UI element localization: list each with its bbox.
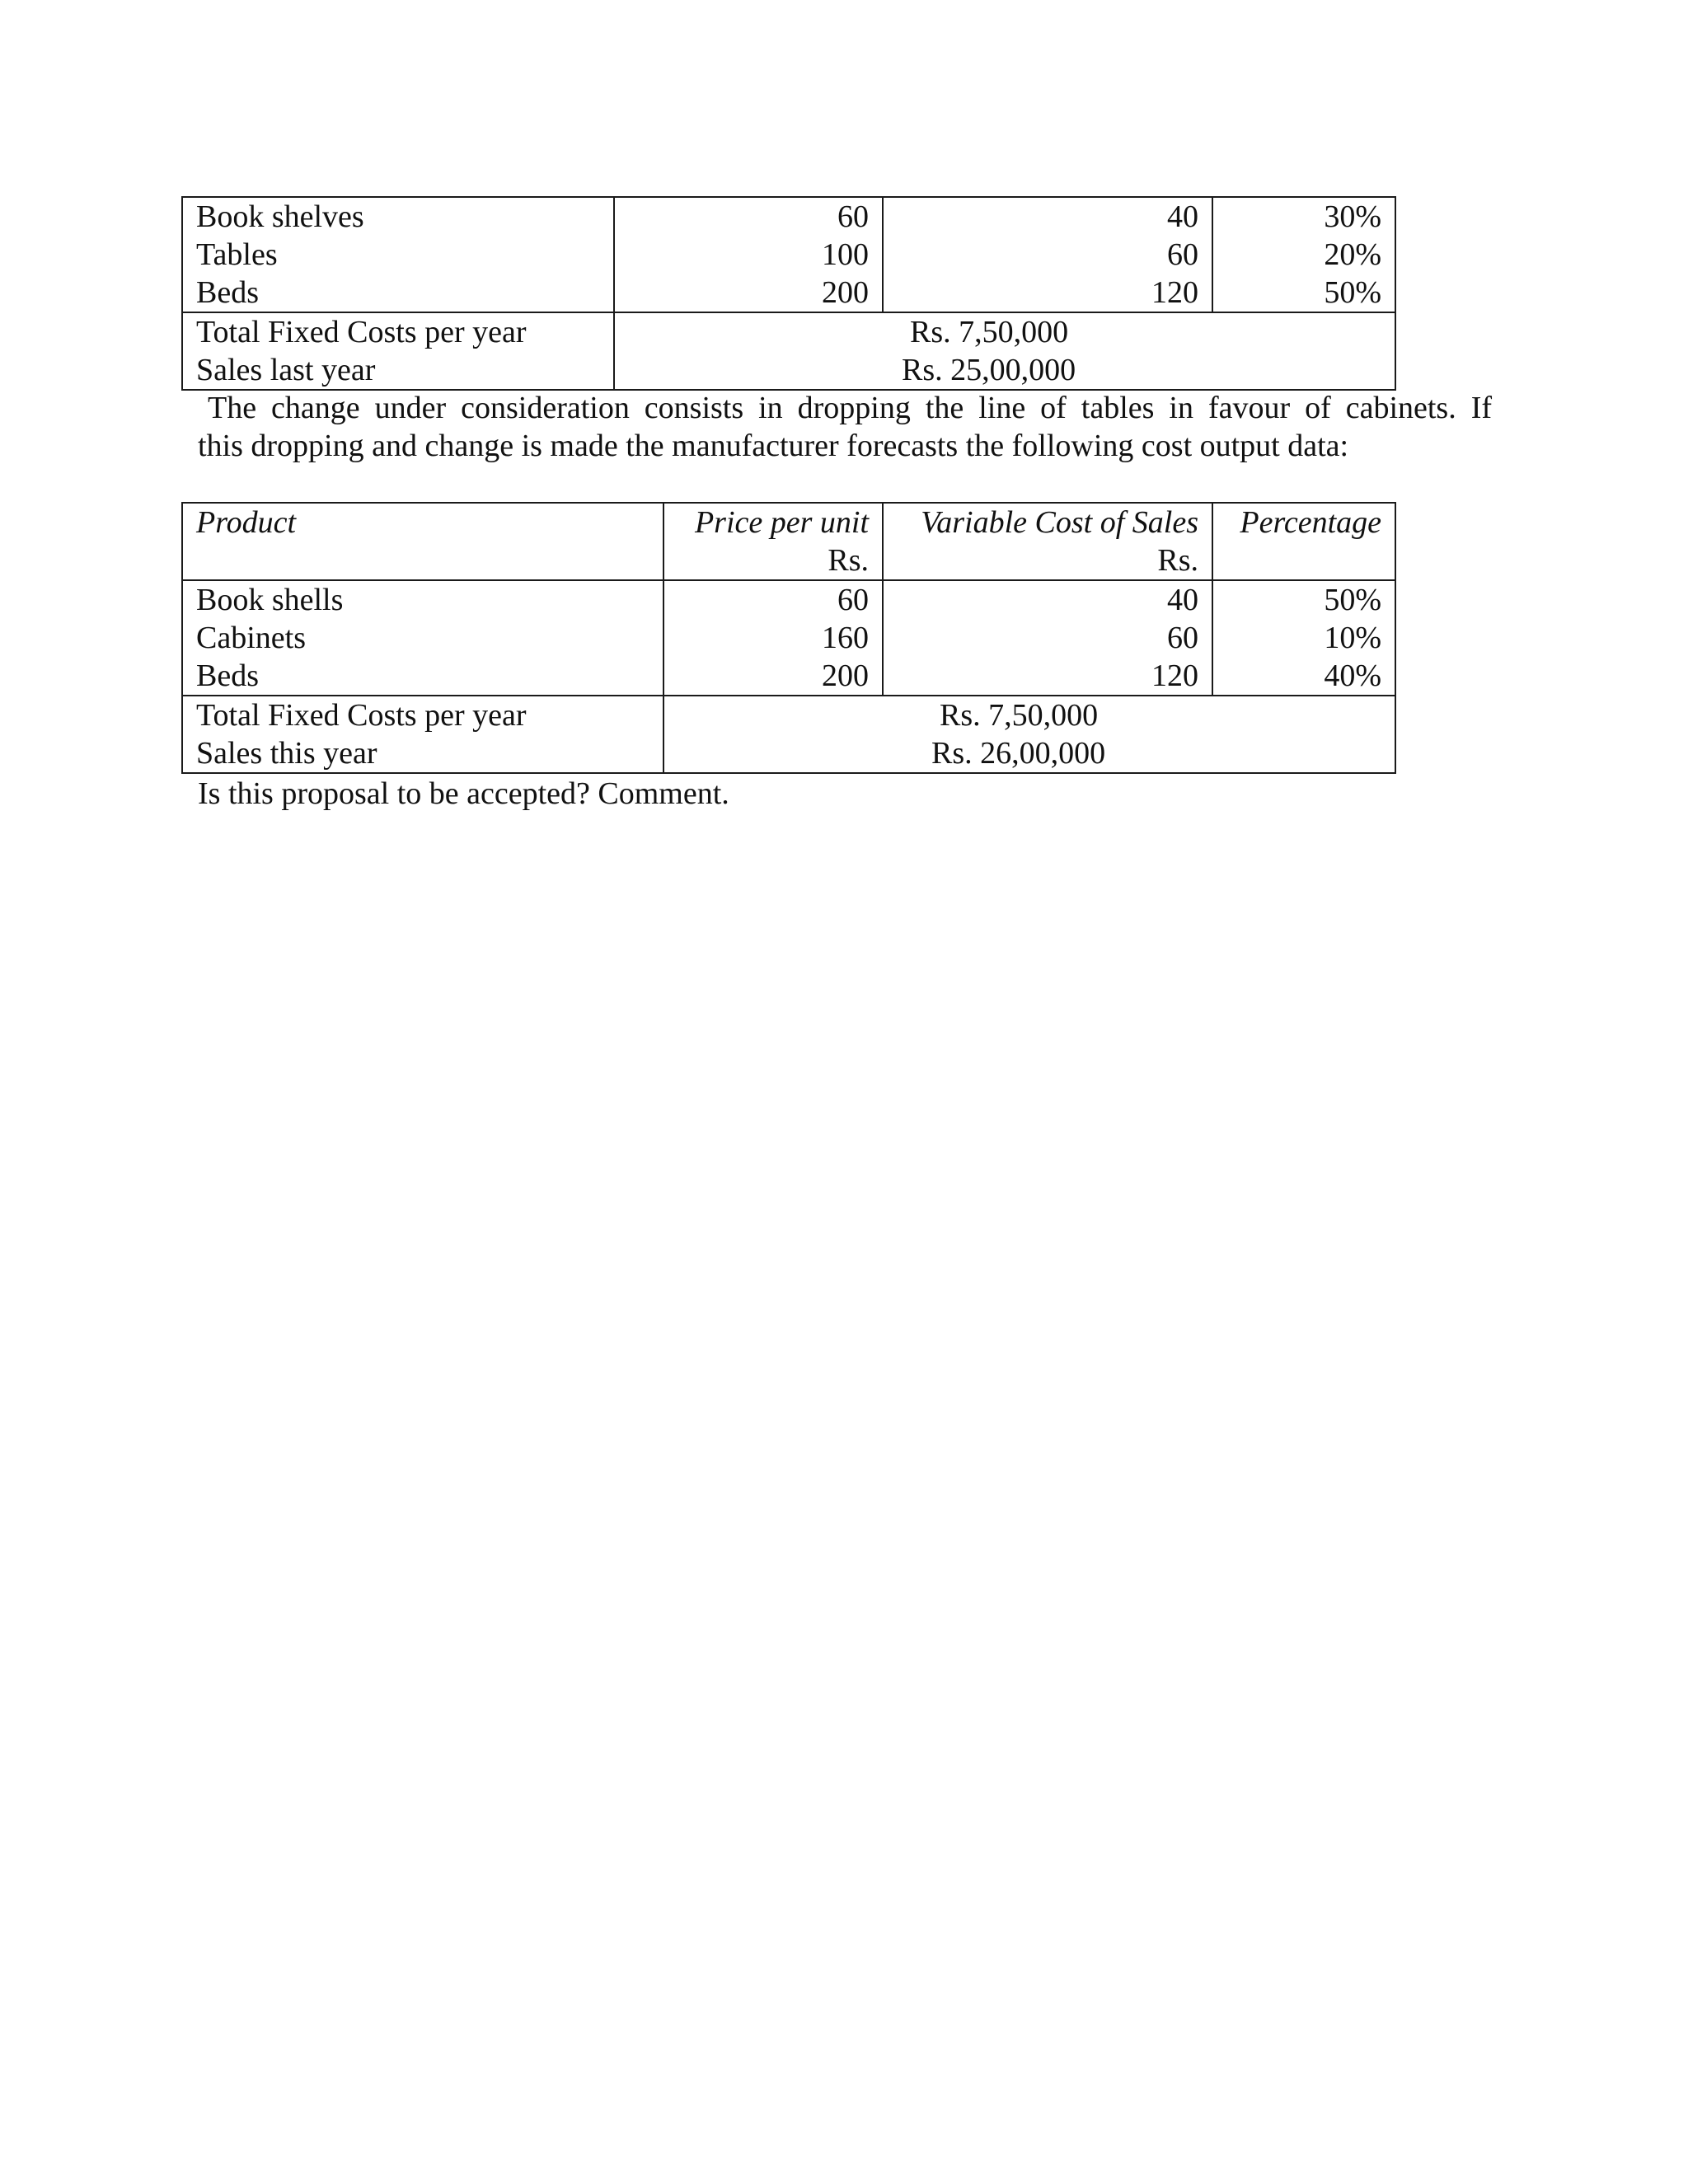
variable-cost-value: 120 (1151, 658, 1198, 693)
percentage-value: 10% (1324, 621, 1381, 655)
fixed-costs-value: Rs. 7,50,000 (940, 698, 1099, 733)
percentage-value: 50% (1324, 583, 1381, 617)
percentage-cell (1212, 580, 1395, 696)
table-row (182, 197, 1395, 312)
price-value: 160 (822, 621, 869, 655)
product-cell (182, 580, 663, 696)
header-price: Price per unit Rs. (663, 503, 883, 580)
product-name: Book shelves (196, 199, 364, 234)
sales-label: Sales last year (196, 353, 376, 387)
totals-value-cell (614, 312, 1395, 390)
table-row (182, 580, 1395, 696)
totals-label-cell (182, 312, 614, 390)
percentage-value: 20% (1324, 237, 1381, 272)
variable-cost-value: 60 (1167, 237, 1198, 272)
variable-cost-value: 40 (1167, 199, 1198, 234)
variable-cost-cell (883, 580, 1212, 696)
variable-cost-value: 120 (1151, 275, 1198, 310)
sales-value: Rs. 25,00,000 (902, 353, 1076, 387)
header-percentage: Percentage (1212, 503, 1395, 580)
totals-value-cell (663, 696, 1395, 773)
totals-row (182, 312, 1395, 390)
price-value: 60 (837, 199, 869, 234)
question-text: Is this proposal to be accepted? Comment. (198, 776, 729, 811)
paragraph-line-1: The change under consideration consists in dropping the line of tables in favour of cabinets. If (208, 391, 1492, 425)
cost-table-last-year (181, 196, 1396, 391)
variable-cost-value: 60 (1167, 621, 1198, 655)
sales-value: Rs. 26,00,000 (931, 736, 1106, 771)
product-cell (182, 197, 614, 312)
price-value: 100 (822, 237, 869, 272)
sales-label: Sales this year (196, 736, 377, 771)
header-product: Product (182, 503, 663, 580)
percentage-value: 50% (1324, 275, 1381, 310)
percentage-value: 30% (1324, 199, 1381, 234)
product-name: Book shells (196, 583, 344, 617)
totals-row (182, 696, 1395, 773)
price-cell (663, 580, 883, 696)
product-name: Beds (196, 658, 259, 693)
price-value: 200 (822, 275, 869, 310)
body-paragraph (198, 389, 1492, 465)
variable-cost-cell (883, 197, 1212, 312)
fixed-costs-label: Total Fixed Costs per year (196, 315, 527, 349)
fixed-costs-label: Total Fixed Costs per year (196, 698, 527, 733)
percentage-value: 40% (1324, 658, 1381, 693)
price-value: 200 (822, 658, 869, 693)
product-name: Cabinets (196, 621, 306, 655)
product-name: Beds (196, 275, 259, 310)
fixed-costs-value: Rs. 7,50,000 (910, 315, 1069, 349)
variable-cost-value: 40 (1167, 583, 1198, 617)
product-name: Tables (196, 237, 278, 272)
header-row (182, 503, 1395, 580)
cost-table-forecast (181, 502, 1396, 774)
percentage-cell (1212, 197, 1395, 312)
price-cell (614, 197, 883, 312)
price-value: 60 (837, 583, 869, 617)
header-variable-cost: Variable Cost of Sales Rs. (883, 503, 1212, 580)
totals-label-cell (182, 696, 663, 773)
paragraph-line-2: this dropping and change is made the manufacturer forecasts the following cost output data: (198, 429, 1349, 463)
